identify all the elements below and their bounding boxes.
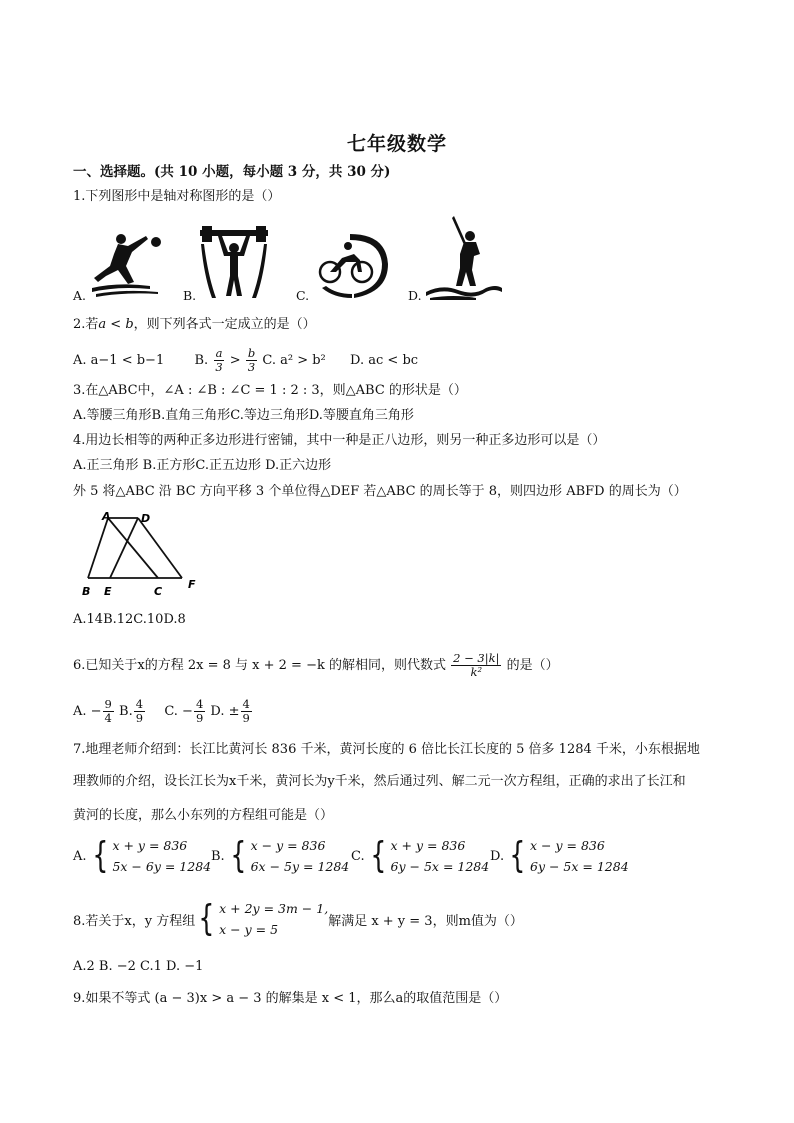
label-f: F	[188, 578, 196, 591]
q3-options: A.等腰三角形B.直角三角形C.等边三角形D.等腰直角三角形	[73, 408, 414, 423]
label-d: D	[141, 512, 151, 525]
q2-stem-pre: 2.若	[73, 317, 99, 332]
q7-option-a: A. { x + y = 836 5x − 6y = 1284	[73, 835, 212, 876]
q6-option-c: C. − $\frac{4}{9}$	[164, 697, 204, 725]
q2-option-c: C. a² > b²	[262, 353, 326, 368]
section-heading: 一、选择题。(共 10 小题，每小题 3 分，共 30 分)	[73, 164, 391, 180]
q2-condition: a < b	[98, 317, 134, 332]
q1-option-b-label: B.	[183, 288, 197, 303]
q6-expression-fraction: $\frac{2 - 3|k|}{\text{k²}}$	[453, 651, 500, 679]
q8-equation-system: { x + 2y = 3m − 1, x − y = 5	[198, 898, 329, 939]
q8-options: A.2 B. −2 C.1 D. −1	[73, 959, 204, 974]
q8-stem-post: 解满足 x + y = 3，则m值为（）	[328, 913, 523, 929]
question-7-line-2: 理教师的介绍，设长江长为x千米，黄河长为y千米，然后通过列、解二元一次方程组，正确的求出了长江和	[73, 774, 686, 789]
q7-option-c: C. { x + y = 836 6y − 5x = 1284	[351, 835, 490, 876]
q2-option-b-relation: >	[229, 353, 241, 368]
question-4-stem: 4.用边长相等的两种正多边形进行密铺，其中一种是正八边形，则另一种正多边形可以是（）	[73, 433, 606, 448]
question-1-stem: 1.下列图形中是轴对称图形的是（）	[73, 189, 281, 204]
label-c: C	[154, 585, 163, 598]
label-e: E	[104, 585, 112, 598]
q5-options: A.14B.12C.10D.8	[73, 612, 186, 627]
question-8-stem	[73, 898, 523, 940]
label-a: A	[102, 510, 111, 523]
q6-option-d: D. ± $\frac{4}{9}$	[210, 697, 250, 725]
question-3-stem: 3.在△ABC中，∠A : ∠B : ∠C = 1 : 2 : 3，则△ABC 的形状是（）	[73, 383, 467, 398]
cyclist-icon	[310, 232, 390, 300]
q6-option-a: A. − $\frac{9}{4}$	[73, 697, 112, 725]
question-9-stem: 9.如果不等式 (a − 3)x > a − 3 的解集是 x < 1，那么a的取值范围是（）	[73, 991, 508, 1006]
question-7-line-1: 7.地理老师介绍到：长江比黄河长 836 千米，黄河长度的 6 倍比长江长度的 5 倍多 1284 千米，小东根据地	[73, 742, 700, 757]
volleyball-player-icon	[88, 226, 168, 298]
q1-option-d-label: D.	[408, 288, 422, 303]
question-5-stem: 外 5 将△ABC 沿 BC 方向平移 3 个单位得△DEF 若△ABC 的周长等于 8，则四边形 ABFD 的周长为（）	[73, 484, 687, 499]
q6-stem-post: 的是（）	[506, 658, 559, 673]
q6-option-b: B. $\frac{4}{9}$	[119, 697, 144, 725]
q6-stem-pre: 6.已知关于x的方程 2x = 8 与 x + 2 = −k 的解相同，则代数式	[73, 658, 446, 673]
q2-options	[73, 347, 418, 374]
q7-option-b: B. { x − y = 836 6x − 5y = 1284	[211, 835, 350, 876]
golfer-icon	[424, 214, 504, 300]
question-7-line-3: 黄河的长度，那么小东列的方程组可能是（）	[73, 808, 334, 823]
question-6-stem	[73, 651, 559, 681]
label-b: B	[82, 585, 91, 598]
q2-option-a: A. a−1 < b−1	[73, 353, 165, 368]
q4-options: A.正三角形 B.正方形C.正五边形 D.正六边形	[73, 458, 332, 473]
q8-stem-pre: 8.若关于x，y 方程组	[73, 913, 196, 929]
weightlifter-icon	[198, 226, 270, 302]
page-title: 七年级数学	[346, 133, 447, 155]
q2-option-b-frac-1: $\frac{a}{3}$	[215, 346, 223, 374]
q2-option-b-label: B.	[194, 353, 209, 368]
translation-triangle-figure	[80, 510, 202, 600]
q1-option-a-label: A.	[73, 288, 87, 303]
q7-option-d: D. { x − y = 836 6y − 5x = 1284	[490, 835, 629, 876]
q6-options	[73, 697, 253, 727]
question-2-stem	[73, 316, 316, 334]
q2-option-b-frac-2: $\frac{b}{3}$	[247, 346, 256, 374]
q2-stem-post: ，则下列各式一定成立的是（）	[133, 317, 316, 332]
q2-option-d: D. ac < bc	[350, 353, 419, 368]
q1-option-c-label: C.	[296, 288, 310, 303]
